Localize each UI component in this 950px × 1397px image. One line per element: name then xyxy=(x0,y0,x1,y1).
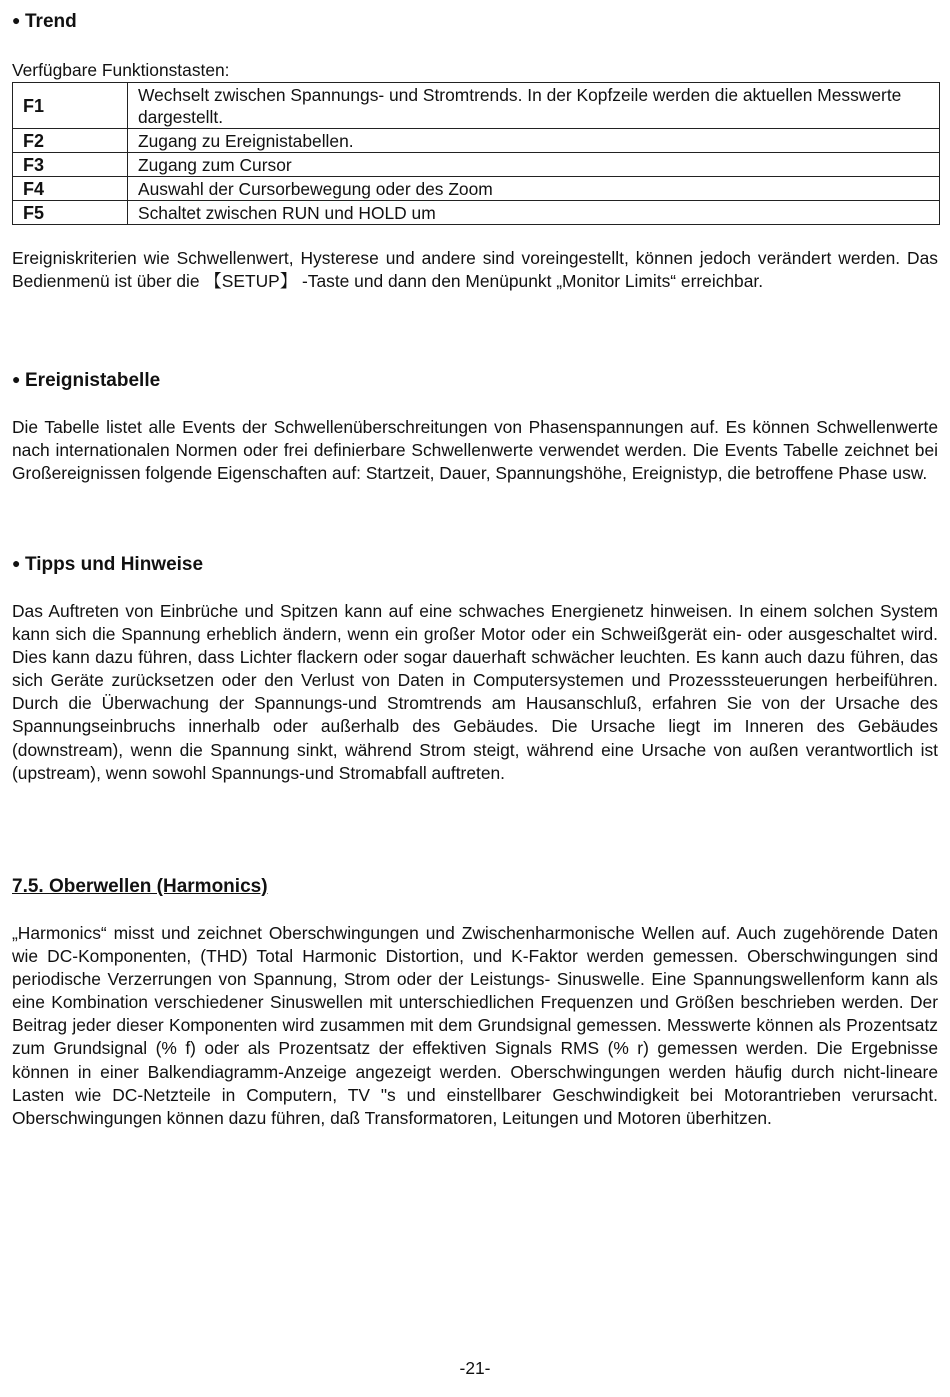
bullet-icon: ● xyxy=(12,555,21,571)
table-row xyxy=(13,177,940,201)
tipps-paragraph: Das Auftreten von Einbrüche und Spitzen kann auf eine schwaches Energienetz hinweisen. In einem solchen System kann sich die Spannung erheblich ändern, wenn ein großer Motor oder ein Schweißgerät ein- oder ausgeschaltet wird. Dies kann dazu führen, dass Lichter flackern oder sogar dauerhaft schwächer leuchten. Es kann auch dazu führen, das sich Geräte zurücksetzen oder den Verlust von Daten in Computersystemen und Prozesssteuerungen herbeiführen. Durch die Überwachung der Spannungs-und Stromtrends am Hausanschluß, erfahren Sie von der Ursache des Spannungseinbruchs innerhalb oder außerhalb des Gebäudes. Die Ursache liegt im Inneren des Gebäudes (downstream), wenn die Spannung sinkt, während Strom steigt, während eine Ursache von außen verantwortlich ist (upstream), wenn sowohl Spannungs-und Stromabfall auftreten. xyxy=(12,601,938,783)
page-number: -21- xyxy=(459,1358,491,1378)
bullet-icon: ● xyxy=(12,12,21,28)
fkey-description: Auswahl der Cursorbewegung oder des Zoom xyxy=(128,177,940,201)
fkey-label: F2 xyxy=(13,129,128,153)
section-heading-harmonics: 7.5. Oberwellen (Harmonics) xyxy=(12,876,268,897)
function-keys-intro: Verfügbare Funktionstasten: xyxy=(12,60,230,80)
fkey-description: Schaltet zwischen RUN und HOLD um xyxy=(128,201,940,225)
fkey-label: F1 xyxy=(13,83,128,129)
section-heading-trend: ● Trend xyxy=(12,11,77,32)
fkey-description: Wechselt zwischen Spannungs- und Stromtrends. In der Kopfzeile werden die aktuellen Messwerte dargestellt. xyxy=(128,83,940,129)
trend-paragraph: Ereigniskriterien wie Schwellenwert, Hysterese und andere sind voreingestellt, können jedoch verändert werden. Das Bedienmenü ist über die 【SETUP】 -Taste und dann den Menüpunkt „Monitor Limits“ erreichbar. xyxy=(12,248,938,292)
fkey-description: Zugang zu Ereignistabellen. xyxy=(128,129,940,153)
section-heading-tipps: ● Tipps und Hinweise xyxy=(12,554,204,575)
fkey-label: F5 xyxy=(13,201,128,225)
table-row xyxy=(13,83,940,129)
bullet-icon: ● xyxy=(12,371,21,387)
ereignistabelle-paragraph: Die Tabelle listet alle Events der Schwellenüberschreitungen von Phasenspannungen auf. Es können Schwellenwerte nach internationalen Normen oder frei definierbare Schwellenwerte verwendet werden. Die Events Tabelle zeichnet bei Großereignissen folgende Eigenschaften auf: Startzeit, Dauer, Spannungshöhe, Ereignistyp, die betroffene Phase usw. xyxy=(12,417,938,484)
harmonics-paragraph: „Harmonics“ misst und zeichnet Oberschwingungen und Zwischenharmonische Wellen auf. Auch zugehörende Daten wie DC-Komponenten, (THD) Total Harmonic Distortion, und K-Faktor werden gemessen. Oberschwingungen sind periodische Verzerrungen von Spannung, Strom oder der Leistungs- Sinuswelle. Eine Spannungswellenform kann als eine Kombination verschiedener Sinuswellen mit unterschiedlichen Frequenzen und Größen beschrieben werden. Der Beitrag jeder dieser Komponenten wird zusammen mit dem Grundsignal gemessen. Messwerte können als Prozentsatz zum Grundsignal (% f) oder als Prozentsatz der effektiven Signals RMS (% r) gemessen werden. Die Ergebnisse können in einer Balkendiagramm-Anzeige angezeigt werden. Oberschwingungen werden häufig durch nicht-lineare Lasten wie DC-Netzteile in Computern, TV "s und einstellbarer Geschwindigkeit bei Motorantrieben verursacht. Oberschwingungen können dazu führen, daß Transformatoren, Leitungen und Motoren überhitzen. xyxy=(12,923,938,1128)
function-keys-table xyxy=(12,82,940,225)
table-row xyxy=(13,201,940,225)
section-heading-ereignistabelle: ● Ereignistabelle xyxy=(12,370,161,391)
table-row xyxy=(13,153,940,177)
fkey-label: F4 xyxy=(13,177,128,201)
fkey-description: Zugang zum Cursor xyxy=(128,153,940,177)
fkey-label: F3 xyxy=(13,153,128,177)
table-row xyxy=(13,129,940,153)
